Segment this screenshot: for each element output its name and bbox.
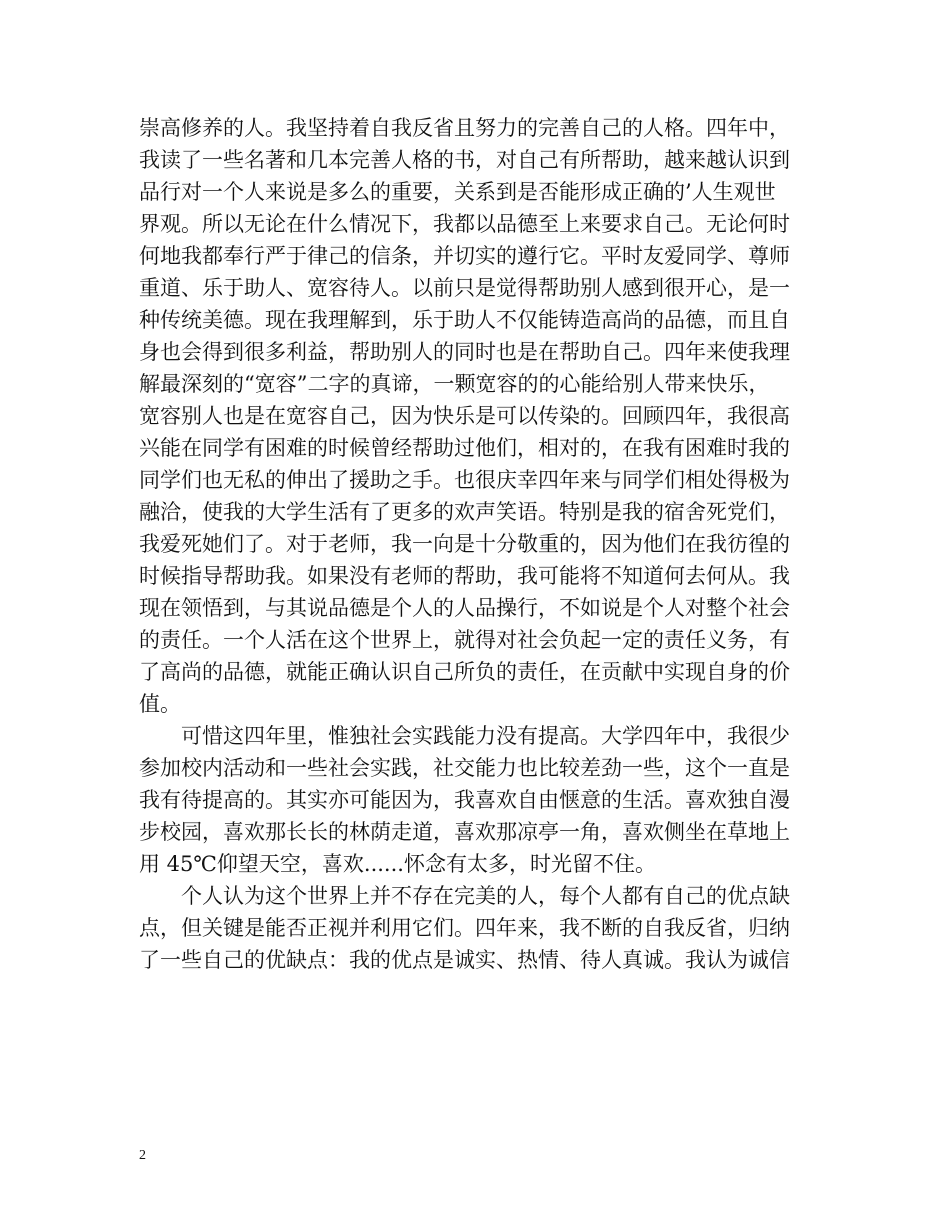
text-line: 界观。所以无论在什么情况下，我都以品德至上来要求自己。无论何时 — [139, 212, 790, 236]
text-line: 种传统美德。现在我理解到，乐于助人不仅能铸造高尚的品德，而且自 — [139, 308, 790, 332]
text-line: 了高尚的品德，就能正确认识自己所负的责任，在贡献中实现自身的价 — [139, 660, 790, 684]
body-text — [139, 112, 819, 976]
text-line: 融洽，使我的大学生活有了更多的欢声笑语。特别是我的宿舍死党们， — [139, 500, 790, 524]
text-line: 参加校内活动和一些社会实践，社交能力也比较差劲一些，这个一直是 — [139, 756, 790, 780]
text-line: 品行对一个人来说是多么的重要，关系到是否能形成正确的’人生观世 — [139, 180, 776, 204]
text-line: 值。 — [139, 692, 181, 716]
text-line: 了一些自己的优缺点：我的优点是诚实、热情、待人真诚。我认为诚信 — [139, 948, 790, 972]
text-line: 我有待提高的。其实亦可能因为，我喜欢自由惬意的生活。喜欢独自漫 — [139, 788, 790, 812]
text-line: 崇高修养的人。我坚持着自我反省且努力的完善自己的人格。四年中， — [139, 116, 790, 140]
paragraph-start-line: 个人认为这个世界上并不存在完美的人，每个人都有自己的优点缺 — [181, 884, 790, 908]
text-line: 身也会得到很多利益，帮助别人的同时也是在帮助自己。四年来使我理 — [139, 340, 790, 364]
text-line: 我爱死她们了。对于老师，我一向是十分敬重的，因为他们在我彷徨的 — [139, 532, 790, 556]
text-line: 现在领悟到，与其说品德是个人的人品操行，不如说是个人对整个社会 — [139, 596, 790, 620]
page-number: 2 — [139, 1148, 146, 1163]
text-line: 宽容别人也是在宽容自己，因为快乐是可以传染的。回顾四年，我很高 — [139, 404, 790, 428]
text-line: 的责任。一个人活在这个世界上，就得对社会负起一定的责任义务，有 — [139, 628, 790, 652]
text-line: 我读了一些名著和几本完善人格的书，对自己有所帮助，越来越认识到 — [139, 148, 790, 172]
text-line: 重道、乐于助人、宽容待人。以前只是觉得帮助别人感到很开心，是一 — [139, 276, 790, 300]
text-line: 解最深刻的“宽容”二字的真谛，一颗宽容的的心能给别人带来快乐， — [139, 372, 770, 396]
text-line: 用 45℃仰望天空，喜欢......怀念有太多，时光留不住。 — [139, 852, 656, 876]
text-line: 点，但关键是能否正视并利用它们。四年来，我不断的自我反省，归纳 — [139, 916, 790, 940]
text-line: 时候指导帮助我。如果没有老师的帮助，我可能将不知道何去何从。我 — [139, 564, 790, 588]
text-line: 兴能在同学有困难的时候曾经帮助过他们，相对的，在我有困难时我的 — [139, 436, 790, 460]
text-line: 何地我都奉行严于律己的信条，并切实的遵行它。平时友爱同学、尊师 — [139, 244, 790, 268]
text-line: 步校园，喜欢那长长的林荫走道，喜欢那凉亭一角，喜欢侧坐在草地上 — [139, 820, 790, 844]
paragraph-start-line: 可惜这四年里，惟独社会实践能力没有提高。大学四年中，我很少 — [181, 724, 790, 748]
text-line: 同学们也无私的伸出了援助之手。也很庆幸四年来与同学们相处得极为 — [139, 468, 790, 492]
